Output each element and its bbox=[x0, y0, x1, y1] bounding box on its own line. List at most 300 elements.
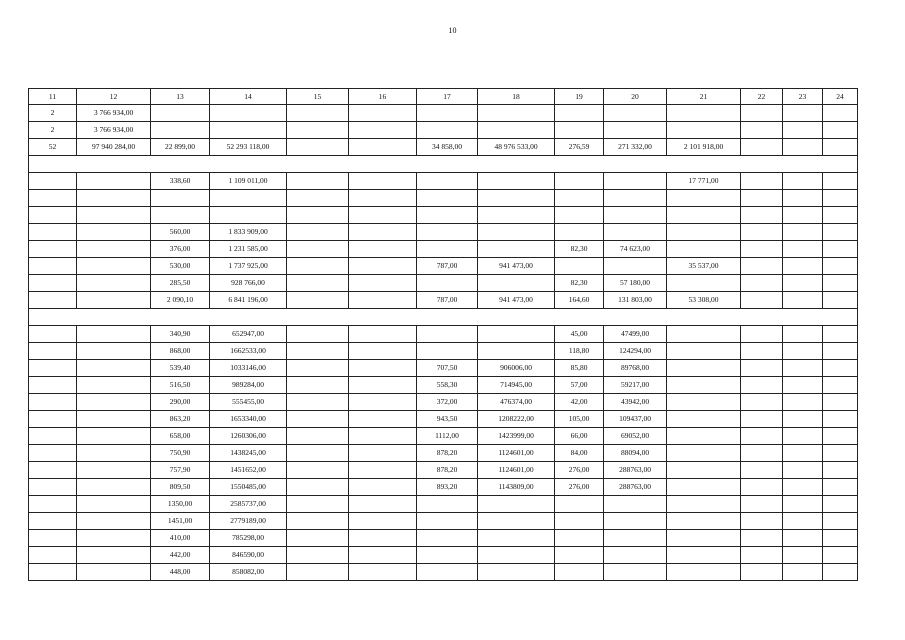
table-cell bbox=[287, 190, 349, 207]
table-cell bbox=[555, 496, 604, 513]
table-cell bbox=[417, 105, 478, 122]
table-cell: 290,00 bbox=[151, 394, 210, 411]
table-cell bbox=[783, 105, 823, 122]
table-cell: 787,00 bbox=[417, 292, 478, 309]
table-cell bbox=[29, 360, 77, 377]
table-cell: 750,90 bbox=[151, 445, 210, 462]
table-cell bbox=[823, 343, 858, 360]
table-cell bbox=[210, 207, 287, 224]
table-cell: 560,00 bbox=[151, 224, 210, 241]
section-separator-row bbox=[29, 309, 858, 326]
table-cell: 714945,00 bbox=[478, 377, 555, 394]
table-cell bbox=[823, 105, 858, 122]
table-cell bbox=[77, 377, 151, 394]
table-cell bbox=[783, 530, 823, 547]
table-cell bbox=[29, 224, 77, 241]
table-cell: 2585737,00 bbox=[210, 496, 287, 513]
table-cell: 3 766 934,00 bbox=[77, 105, 151, 122]
table-cell: 410,00 bbox=[151, 530, 210, 547]
table-cell: 82,30 bbox=[555, 241, 604, 258]
table-cell bbox=[77, 547, 151, 564]
table-cell bbox=[349, 428, 417, 445]
table-cell: 1662533,00 bbox=[210, 343, 287, 360]
table-cell bbox=[77, 394, 151, 411]
table-cell: 131 803,00 bbox=[604, 292, 667, 309]
header-row bbox=[29, 89, 858, 105]
separator-cell bbox=[29, 309, 858, 326]
table-cell: 3 766 934,00 bbox=[77, 122, 151, 139]
table-row bbox=[29, 122, 858, 139]
table-cell bbox=[287, 326, 349, 343]
table-cell bbox=[741, 173, 783, 190]
table-cell bbox=[604, 564, 667, 581]
section-separator-row bbox=[29, 156, 858, 173]
table-cell bbox=[29, 462, 77, 479]
table-cell bbox=[77, 292, 151, 309]
table-cell bbox=[287, 564, 349, 581]
table-cell: 941 473,00 bbox=[478, 292, 555, 309]
table-cell bbox=[29, 479, 77, 496]
table-cell bbox=[349, 207, 417, 224]
table-cell bbox=[287, 479, 349, 496]
table-cell bbox=[29, 190, 77, 207]
table-cell bbox=[29, 394, 77, 411]
table-cell bbox=[287, 343, 349, 360]
table-cell bbox=[287, 258, 349, 275]
table-cell bbox=[287, 445, 349, 462]
table-cell: 42,00 bbox=[555, 394, 604, 411]
table-cell bbox=[478, 190, 555, 207]
table-cell: 52 293 118,00 bbox=[210, 139, 287, 156]
table-cell bbox=[349, 564, 417, 581]
table-cell bbox=[667, 377, 741, 394]
table-cell: 539,40 bbox=[151, 360, 210, 377]
table-cell bbox=[287, 292, 349, 309]
table-row bbox=[29, 428, 858, 445]
table-cell: 1550485,00 bbox=[210, 479, 287, 496]
table-cell: 22 899,00 bbox=[151, 139, 210, 156]
table-cell bbox=[555, 530, 604, 547]
table-cell bbox=[287, 462, 349, 479]
table-cell bbox=[783, 360, 823, 377]
table-cell: 35 537,00 bbox=[667, 258, 741, 275]
table-cell bbox=[667, 326, 741, 343]
table-cell bbox=[77, 173, 151, 190]
table-cell: 558,30 bbox=[417, 377, 478, 394]
table-cell bbox=[823, 173, 858, 190]
table-cell: 893,20 bbox=[417, 479, 478, 496]
table-cell bbox=[667, 411, 741, 428]
table-cell: 858082,00 bbox=[210, 564, 287, 581]
table-cell: 785298,00 bbox=[210, 530, 287, 547]
table-cell bbox=[349, 513, 417, 530]
table-row bbox=[29, 292, 858, 309]
table-cell bbox=[77, 530, 151, 547]
table-cell bbox=[823, 411, 858, 428]
table-cell bbox=[349, 445, 417, 462]
table-row bbox=[29, 564, 858, 581]
table-row bbox=[29, 496, 858, 513]
table-cell bbox=[151, 122, 210, 139]
table-cell bbox=[29, 173, 77, 190]
table-cell bbox=[287, 377, 349, 394]
table-cell: 863,20 bbox=[151, 411, 210, 428]
table-cell: 376,00 bbox=[151, 241, 210, 258]
table-cell bbox=[287, 139, 349, 156]
table-cell bbox=[151, 105, 210, 122]
table-cell: 652947,00 bbox=[210, 326, 287, 343]
table-row bbox=[29, 343, 858, 360]
table-cell bbox=[77, 224, 151, 241]
table-cell bbox=[417, 547, 478, 564]
table-row bbox=[29, 411, 858, 428]
table-cell bbox=[29, 326, 77, 343]
table-cell bbox=[783, 445, 823, 462]
table-cell bbox=[349, 139, 417, 156]
table-cell bbox=[783, 241, 823, 258]
table-cell bbox=[667, 394, 741, 411]
table-cell bbox=[667, 547, 741, 564]
column-header: 18 bbox=[478, 89, 555, 105]
table-cell bbox=[349, 326, 417, 343]
table-cell bbox=[478, 241, 555, 258]
table-cell bbox=[29, 207, 77, 224]
table-cell bbox=[783, 122, 823, 139]
table-cell bbox=[349, 547, 417, 564]
table-cell bbox=[77, 564, 151, 581]
table-cell: 1033146,00 bbox=[210, 360, 287, 377]
table-cell bbox=[478, 105, 555, 122]
table-cell bbox=[823, 258, 858, 275]
table-cell bbox=[783, 496, 823, 513]
table-cell bbox=[287, 394, 349, 411]
table-cell bbox=[741, 530, 783, 547]
column-header: 20 bbox=[604, 89, 667, 105]
table-cell: 48 976 533,00 bbox=[478, 139, 555, 156]
table-cell bbox=[29, 513, 77, 530]
table-cell: 846590,00 bbox=[210, 547, 287, 564]
column-header: 24 bbox=[823, 89, 858, 105]
table-cell bbox=[667, 530, 741, 547]
table-cell: 928 766,00 bbox=[210, 275, 287, 292]
table-row bbox=[29, 513, 858, 530]
table-cell bbox=[823, 394, 858, 411]
table-cell bbox=[417, 564, 478, 581]
table-cell: 1124601,00 bbox=[478, 462, 555, 479]
table-cell bbox=[29, 564, 77, 581]
column-header: 22 bbox=[741, 89, 783, 105]
table-cell bbox=[604, 173, 667, 190]
table-cell: 555455,00 bbox=[210, 394, 287, 411]
table-cell bbox=[29, 445, 77, 462]
table-cell: 52 bbox=[29, 139, 77, 156]
table-cell: 1260306,00 bbox=[210, 428, 287, 445]
table-cell bbox=[604, 547, 667, 564]
table-cell bbox=[349, 530, 417, 547]
table-cell: 97 940 284,00 bbox=[77, 139, 151, 156]
table-cell bbox=[151, 207, 210, 224]
table-cell bbox=[667, 428, 741, 445]
table-cell bbox=[287, 275, 349, 292]
table-cell: 1124601,00 bbox=[478, 445, 555, 462]
table-cell bbox=[77, 445, 151, 462]
table-cell bbox=[823, 292, 858, 309]
table-cell bbox=[741, 326, 783, 343]
table-cell bbox=[417, 173, 478, 190]
table-cell: 941 473,00 bbox=[478, 258, 555, 275]
table-cell bbox=[210, 122, 287, 139]
table-cell: 88094,00 bbox=[604, 445, 667, 462]
table-cell bbox=[667, 513, 741, 530]
table-cell bbox=[783, 224, 823, 241]
table-cell bbox=[741, 105, 783, 122]
table-cell: 288763,00 bbox=[604, 479, 667, 496]
table-cell bbox=[823, 360, 858, 377]
table-cell: 989284,00 bbox=[210, 377, 287, 394]
table-cell bbox=[478, 547, 555, 564]
table-cell bbox=[417, 275, 478, 292]
table-cell bbox=[741, 428, 783, 445]
table-cell: 276,59 bbox=[555, 139, 604, 156]
table-cell bbox=[478, 530, 555, 547]
table-row bbox=[29, 377, 858, 394]
table-cell bbox=[783, 139, 823, 156]
table-cell: 338,60 bbox=[151, 173, 210, 190]
table-cell bbox=[417, 513, 478, 530]
table-cell bbox=[287, 530, 349, 547]
table-cell bbox=[478, 326, 555, 343]
table-row bbox=[29, 547, 858, 564]
table-cell bbox=[349, 394, 417, 411]
table-cell bbox=[823, 479, 858, 496]
table-cell bbox=[783, 343, 823, 360]
table-cell bbox=[823, 224, 858, 241]
table-cell bbox=[349, 292, 417, 309]
table-cell bbox=[77, 411, 151, 428]
table-cell bbox=[349, 343, 417, 360]
table-cell: 124294,00 bbox=[604, 343, 667, 360]
table-cell: 82,30 bbox=[555, 275, 604, 292]
table-cell: 285,50 bbox=[151, 275, 210, 292]
table-cell bbox=[741, 275, 783, 292]
table-cell bbox=[210, 105, 287, 122]
column-header: 15 bbox=[287, 89, 349, 105]
table-cell bbox=[741, 547, 783, 564]
table-cell bbox=[287, 224, 349, 241]
table-cell bbox=[77, 513, 151, 530]
table-cell: 1 737 925,00 bbox=[210, 258, 287, 275]
table-cell bbox=[29, 377, 77, 394]
table-cell bbox=[417, 241, 478, 258]
table-cell bbox=[604, 530, 667, 547]
table-cell bbox=[823, 530, 858, 547]
table-cell: 1423999,00 bbox=[478, 428, 555, 445]
table-cell bbox=[349, 224, 417, 241]
table-cell bbox=[741, 394, 783, 411]
table-cell bbox=[287, 513, 349, 530]
table-cell bbox=[741, 190, 783, 207]
table-cell bbox=[29, 275, 77, 292]
table-cell bbox=[604, 513, 667, 530]
table-cell bbox=[823, 122, 858, 139]
table-cell: 868,00 bbox=[151, 343, 210, 360]
table-cell bbox=[783, 513, 823, 530]
table-row bbox=[29, 190, 858, 207]
table-cell bbox=[478, 564, 555, 581]
table-cell: 448,00 bbox=[151, 564, 210, 581]
table-cell: 1 109 011,00 bbox=[210, 173, 287, 190]
table-cell: 906006,00 bbox=[478, 360, 555, 377]
table-cell bbox=[783, 275, 823, 292]
table-cell: 658,00 bbox=[151, 428, 210, 445]
table-cell bbox=[417, 207, 478, 224]
table-cell: 105,00 bbox=[555, 411, 604, 428]
column-header: 23 bbox=[783, 89, 823, 105]
table-cell bbox=[741, 139, 783, 156]
table-cell: 707,50 bbox=[417, 360, 478, 377]
table-row bbox=[29, 241, 858, 258]
table-cell bbox=[604, 190, 667, 207]
table-cell bbox=[823, 513, 858, 530]
table-cell bbox=[478, 496, 555, 513]
table-cell bbox=[783, 479, 823, 496]
table-cell bbox=[667, 275, 741, 292]
table-cell bbox=[823, 275, 858, 292]
table-cell: 757,90 bbox=[151, 462, 210, 479]
table-cell bbox=[555, 513, 604, 530]
table-cell bbox=[287, 428, 349, 445]
table-cell bbox=[604, 224, 667, 241]
table-cell: 164,60 bbox=[555, 292, 604, 309]
table-cell bbox=[77, 207, 151, 224]
table-cell: 340,90 bbox=[151, 326, 210, 343]
table-cell bbox=[478, 173, 555, 190]
table-cell bbox=[783, 411, 823, 428]
table-cell bbox=[555, 547, 604, 564]
table-cell bbox=[417, 224, 478, 241]
table-row bbox=[29, 258, 858, 275]
table-cell bbox=[77, 360, 151, 377]
table-cell bbox=[287, 105, 349, 122]
table-cell: 69052,00 bbox=[604, 428, 667, 445]
table-cell bbox=[77, 428, 151, 445]
table-cell bbox=[555, 258, 604, 275]
table-cell bbox=[823, 564, 858, 581]
table-cell bbox=[741, 292, 783, 309]
table-cell bbox=[555, 122, 604, 139]
table-cell: 288763,00 bbox=[604, 462, 667, 479]
table-row bbox=[29, 224, 858, 241]
table-cell bbox=[77, 479, 151, 496]
table-cell bbox=[555, 173, 604, 190]
table-cell bbox=[783, 462, 823, 479]
table-cell: 516,50 bbox=[151, 377, 210, 394]
table-cell bbox=[667, 224, 741, 241]
table-cell bbox=[478, 207, 555, 224]
table-cell bbox=[349, 173, 417, 190]
table-cell bbox=[417, 190, 478, 207]
table-cell: 1451652,00 bbox=[210, 462, 287, 479]
table-cell: 2 090,10 bbox=[151, 292, 210, 309]
table-cell bbox=[667, 445, 741, 462]
table-cell: 6 841 196,00 bbox=[210, 292, 287, 309]
column-header: 14 bbox=[210, 89, 287, 105]
table-cell: 2779189,00 bbox=[210, 513, 287, 530]
page-number: 10 bbox=[448, 26, 457, 35]
table-cell bbox=[741, 411, 783, 428]
table-cell bbox=[29, 547, 77, 564]
table-cell bbox=[29, 411, 77, 428]
table-cell: 74 623,00 bbox=[604, 241, 667, 258]
table-cell bbox=[823, 462, 858, 479]
table-cell bbox=[29, 496, 77, 513]
table-cell bbox=[604, 122, 667, 139]
table-cell bbox=[783, 173, 823, 190]
table-cell bbox=[349, 122, 417, 139]
table-cell bbox=[741, 564, 783, 581]
table-cell bbox=[783, 326, 823, 343]
table-cell bbox=[29, 428, 77, 445]
column-header: 17 bbox=[417, 89, 478, 105]
table-cell bbox=[417, 122, 478, 139]
table-row bbox=[29, 462, 858, 479]
table-cell: 2 bbox=[29, 122, 77, 139]
table-cell bbox=[349, 241, 417, 258]
table-cell bbox=[741, 377, 783, 394]
table-cell bbox=[555, 224, 604, 241]
table-cell bbox=[783, 207, 823, 224]
table-cell: 276,00 bbox=[555, 462, 604, 479]
table-cell bbox=[77, 326, 151, 343]
table-cell bbox=[417, 343, 478, 360]
table-cell bbox=[29, 292, 77, 309]
table-cell bbox=[741, 513, 783, 530]
table-cell bbox=[287, 207, 349, 224]
table-cell bbox=[783, 190, 823, 207]
table-cell bbox=[29, 530, 77, 547]
table-cell: 878,20 bbox=[417, 462, 478, 479]
table-cell bbox=[667, 479, 741, 496]
table-cell bbox=[77, 190, 151, 207]
table-cell bbox=[741, 122, 783, 139]
column-header: 13 bbox=[151, 89, 210, 105]
table-cell bbox=[783, 394, 823, 411]
table-cell bbox=[210, 190, 287, 207]
table-cell: 809,50 bbox=[151, 479, 210, 496]
table-cell: 84,00 bbox=[555, 445, 604, 462]
table-cell: 530,00 bbox=[151, 258, 210, 275]
table-cell bbox=[29, 241, 77, 258]
table-row bbox=[29, 479, 858, 496]
table-cell bbox=[555, 207, 604, 224]
table-cell bbox=[741, 496, 783, 513]
table-cell bbox=[741, 241, 783, 258]
table-cell bbox=[823, 139, 858, 156]
table-cell bbox=[783, 564, 823, 581]
table-cell bbox=[349, 275, 417, 292]
table-cell bbox=[823, 428, 858, 445]
table-cell bbox=[349, 258, 417, 275]
table-cell: 1451,00 bbox=[151, 513, 210, 530]
table-cell bbox=[823, 377, 858, 394]
column-header: 16 bbox=[349, 89, 417, 105]
table-cell bbox=[417, 326, 478, 343]
table-cell bbox=[349, 462, 417, 479]
table-cell bbox=[555, 105, 604, 122]
table-cell: 66,00 bbox=[555, 428, 604, 445]
table-cell bbox=[604, 258, 667, 275]
table-cell bbox=[287, 173, 349, 190]
